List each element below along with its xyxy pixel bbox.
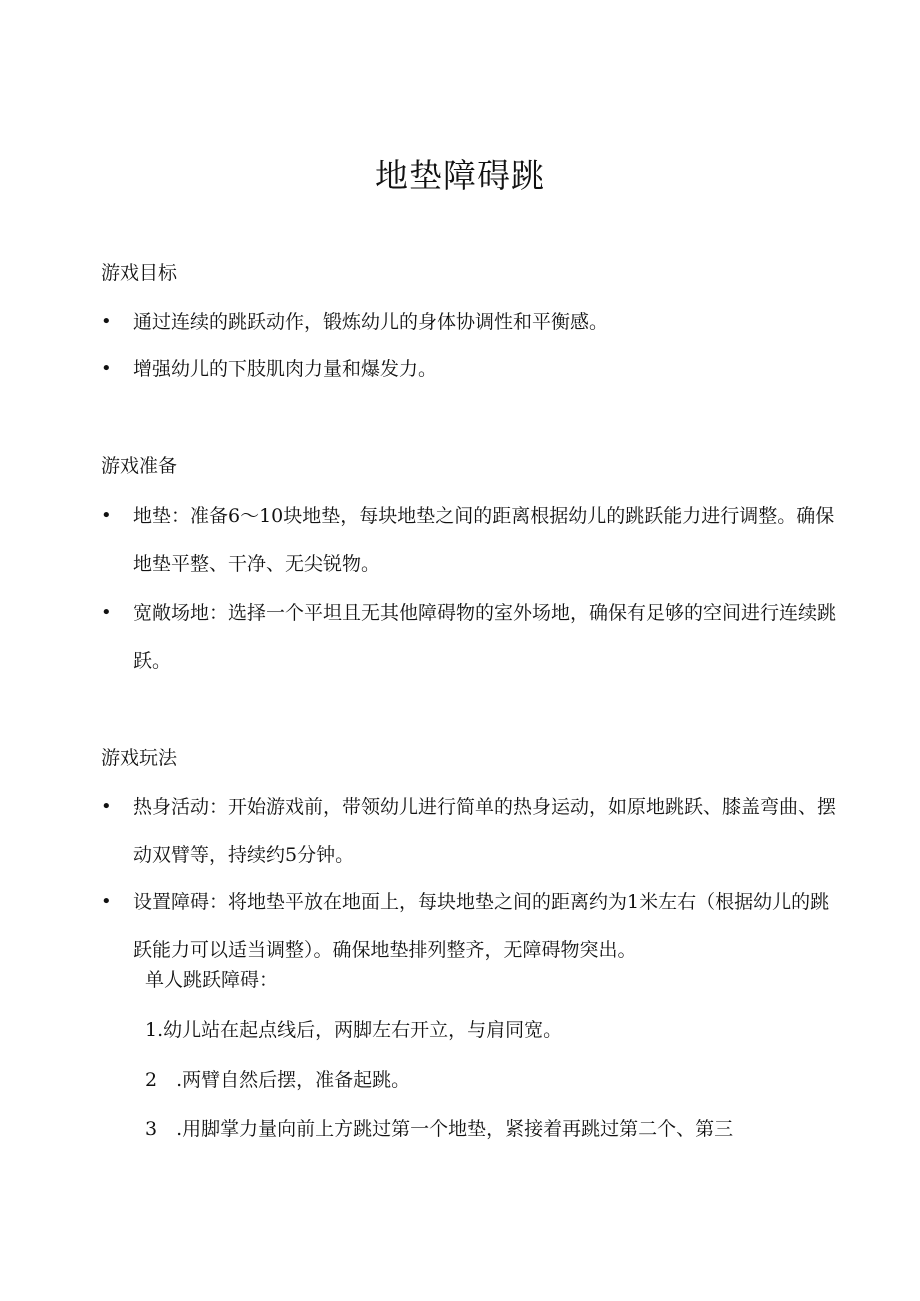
bullet-icon: • — [101, 505, 112, 526]
bullet-icon: • — [101, 602, 112, 623]
list-item — [101, 589, 841, 685]
list-item-text: 地垫：准备6～10块地垫，每块地垫之间的距离根据幼儿的跳跃能力进行调整。确保地垫平整、干净、无尖锐物。 — [133, 505, 835, 575]
bullet-icon: • — [101, 311, 112, 332]
list-item-text: 热身活动：开始游戏前，带领幼儿进行简单的热身运动，如原地跳跃、膝盖弯曲、摆动双臂等，持续约5分钟。 — [133, 796, 837, 866]
list-item — [101, 492, 841, 588]
step-item: 1.幼儿站在起点线后，两脚左右开立，与肩同宽。 — [145, 1019, 563, 1041]
section-heading-play: 游戏玩法 — [101, 747, 178, 769]
section-heading-goal: 游戏目标 — [101, 262, 178, 284]
list-item-text: 增强幼儿的下肢肌肉力量和爆发力。 — [133, 358, 438, 380]
bullet-icon: • — [101, 796, 112, 817]
step-item: 3 .用脚掌力量向前上方跳过第一个地垫，紧接着再跳过第二个、第三 — [145, 1118, 734, 1140]
bullet-icon: • — [101, 891, 112, 912]
list-item-text: 宽敞场地：选择一个平坦且无其他障碍物的室外场地，确保有足够的空间进行连续跳跃。 — [133, 602, 837, 672]
bullet-icon: • — [101, 358, 112, 379]
section-heading-prep: 游戏准备 — [101, 455, 178, 477]
step-item: 2 .两臂自然后摆，准备起跳。 — [145, 1069, 411, 1091]
document-title: 地垫障碍跳 — [375, 156, 545, 195]
list-item-text: 通过连续的跳跃动作，锻炼幼儿的身体协调性和平衡感。 — [133, 311, 609, 333]
list-item — [101, 783, 841, 879]
sub-heading: 单人跳跃障碍： — [145, 969, 279, 991]
list-item-text: 设置障碍：将地垫平放在地面上，每块地垫之间的距离约为1米左右（根据幼儿的跳跃能力可以适当调整）。确保地垫排列整齐，无障碍物突出。 — [133, 891, 830, 961]
list-item — [101, 298, 841, 346]
list-item — [101, 345, 841, 393]
list-item — [101, 878, 841, 974]
